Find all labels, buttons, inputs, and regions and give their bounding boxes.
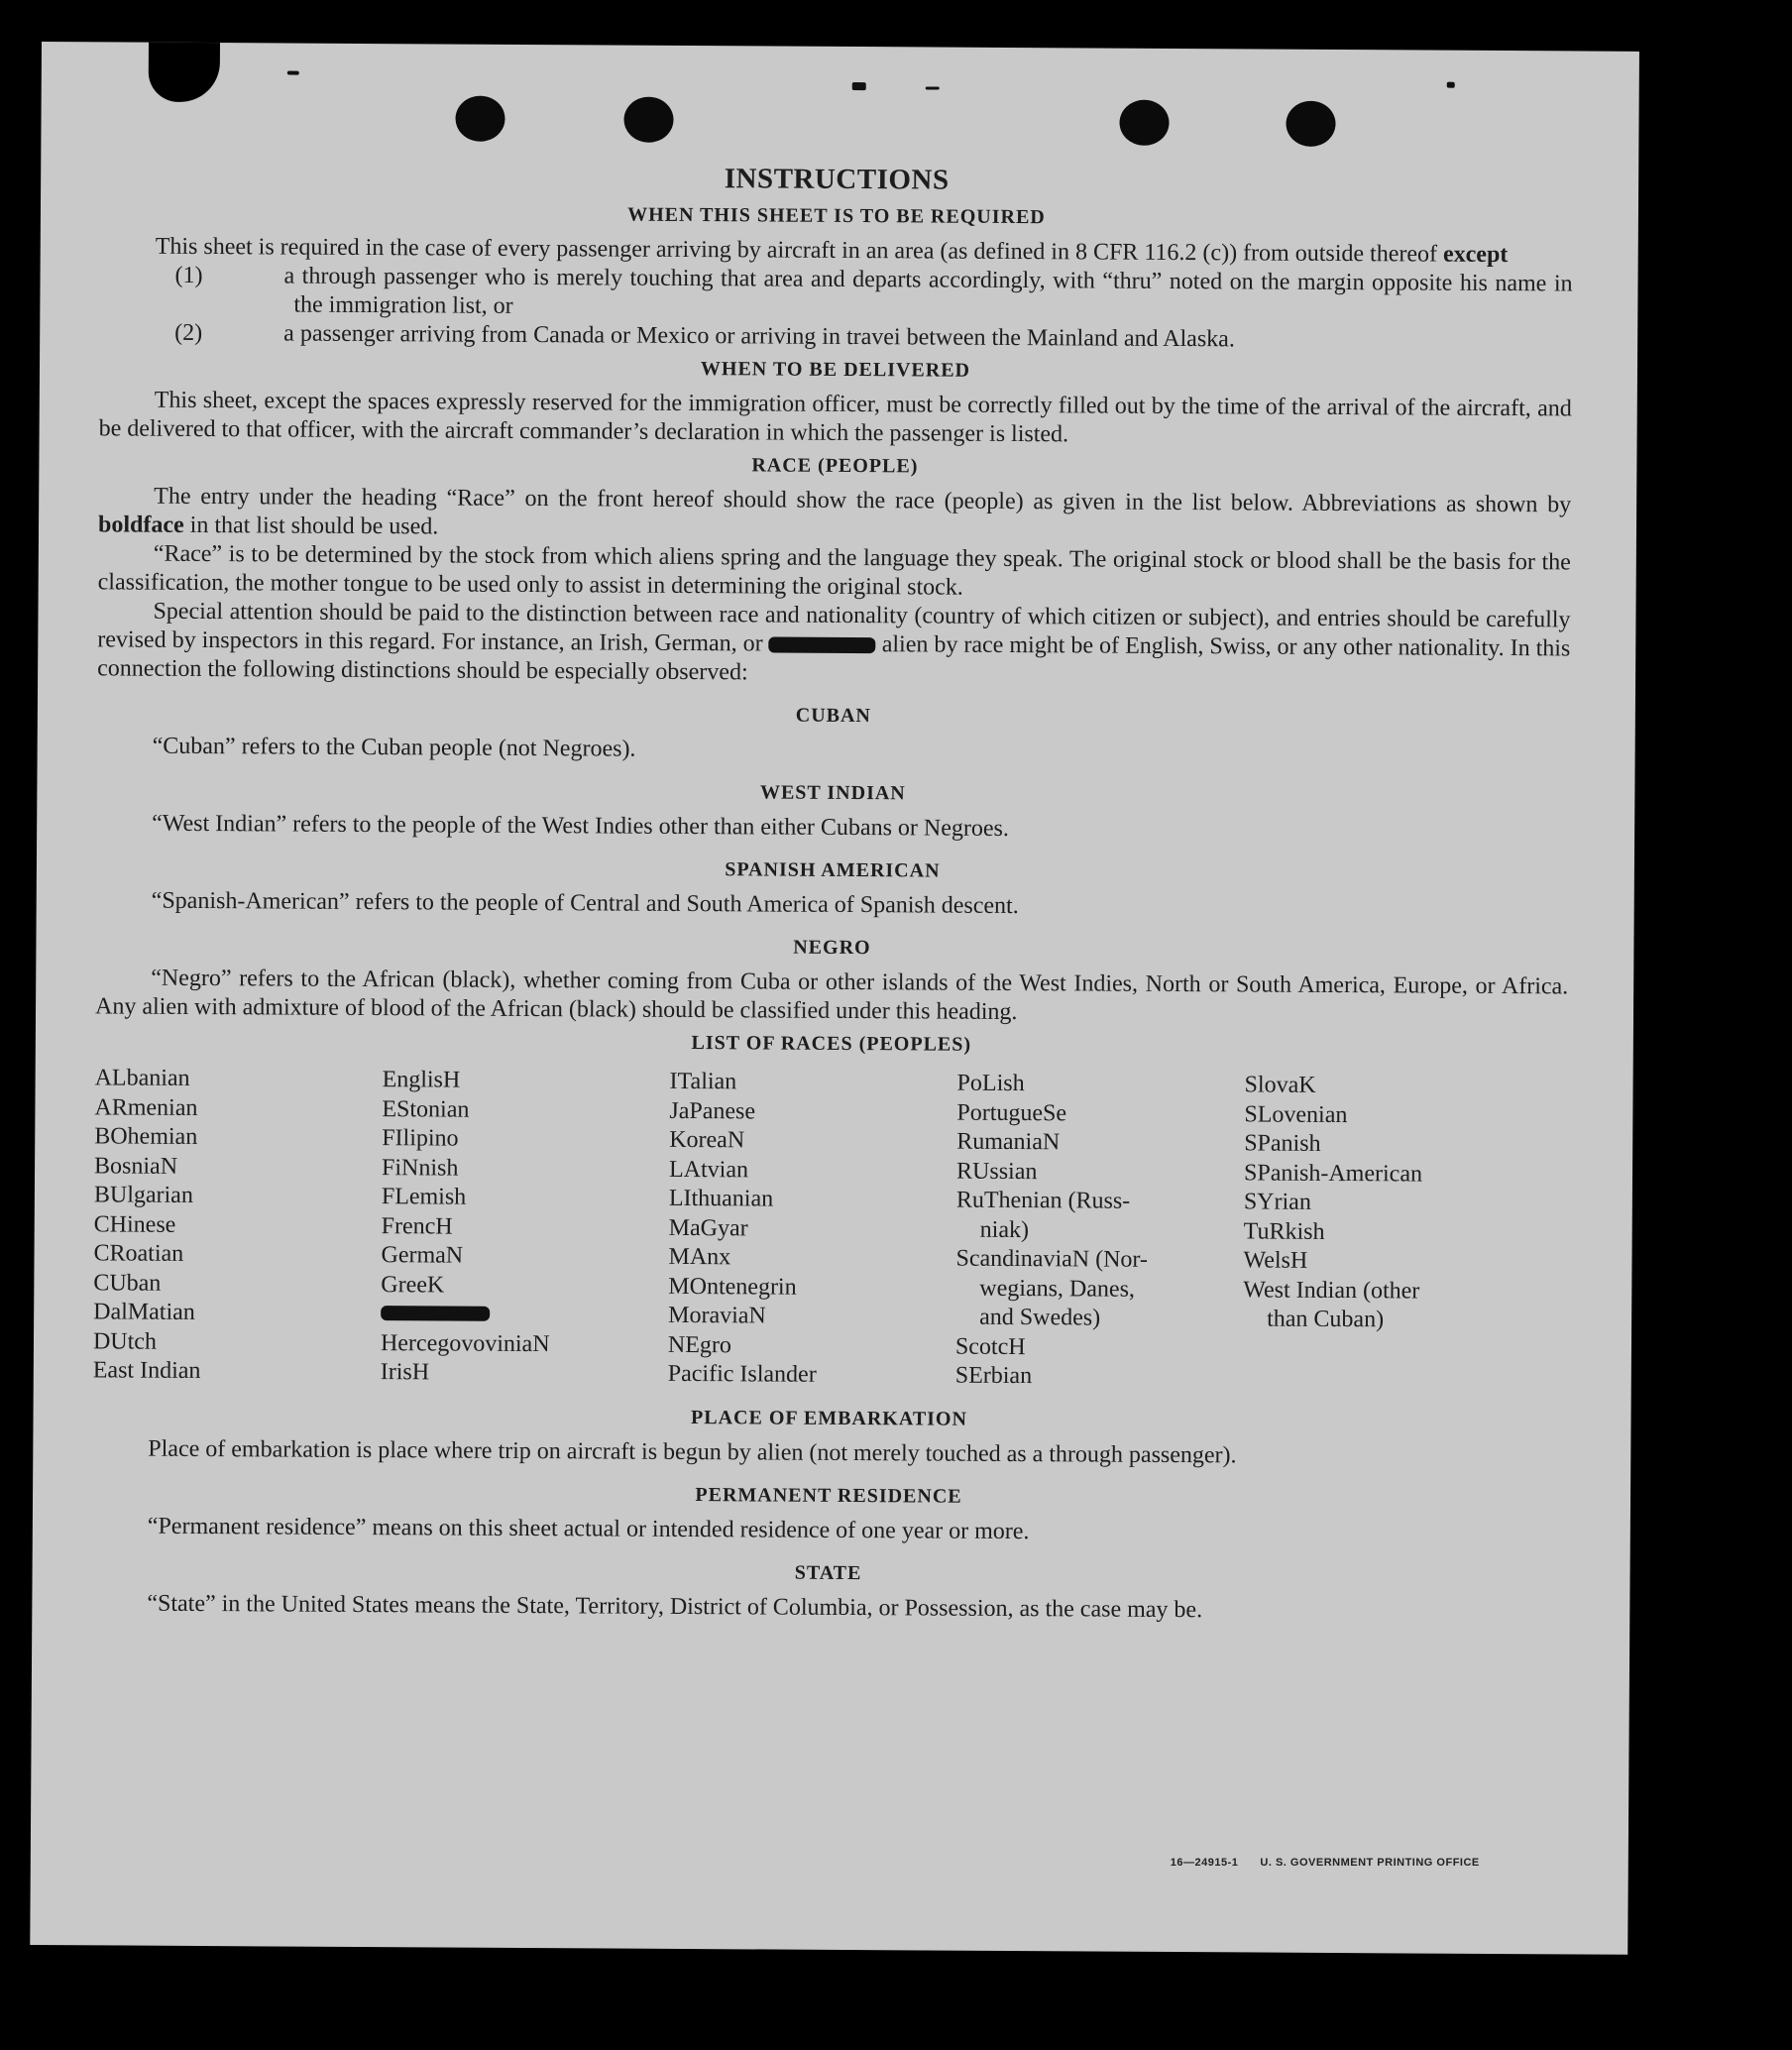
condition-item-2: (2) a passenger arriving from Canada or Mexico or arriving in travei between the Mainland and Alaska. — [174, 319, 1235, 353]
section-title-negro: NEGRO — [793, 936, 871, 960]
document-sheet — [30, 42, 1639, 1955]
delivered-text: This sheet, except the spaces expressly reserved for the immigration officer, must be correctly filled out by the time of the arrival of the aircraft, and be delivered to that officer, with the aircraft commander’s declaration in which the passenger is listed. — [98, 387, 1572, 448]
print-footer — [1171, 1857, 1480, 1869]
race-item: HercegovoviniaN — [380, 1329, 550, 1357]
printer-credit: U. S. GOVERNMENT PRINTING OFFICE — [1260, 1856, 1480, 1869]
section-title-race: RACE (PEOPLE) — [751, 454, 919, 478]
race-item-continuation: wegians, Danes, — [979, 1275, 1136, 1303]
west-indian-text: “West Indian” refers to the people of the West Indies other than either Cubans or Negroes. — [152, 810, 1009, 842]
race-item: West Indian (other — [1243, 1276, 1420, 1305]
race-item: SPanish — [1244, 1130, 1321, 1157]
race-item: ARmenian — [94, 1093, 198, 1121]
punch-hole — [623, 97, 673, 143]
race-item: SLovenian — [1244, 1100, 1348, 1128]
section-title-list-of-races: LIST OF RACES (PEOPLES) — [691, 1032, 972, 1056]
race-item: SPanish-American — [1243, 1159, 1423, 1188]
speck — [1447, 82, 1455, 88]
race-paragraph-1: The entry under the heading “Race” on the front hereof should show the race (people) as given in the list below. Abbreviations as shown by boldface in that list should be used. — [97, 483, 1572, 540]
punch-hole — [455, 96, 504, 142]
race-item: CUban — [93, 1269, 162, 1297]
race-item-continuation: and Swedes) — [979, 1304, 1101, 1331]
residence-text: “Permanent residence” means on this sheet actual or intended residence of one year or more. — [147, 1513, 1030, 1544]
form-number: 16—24915-1 — [1170, 1856, 1239, 1869]
race-item: ITalian — [669, 1068, 737, 1095]
race-paragraph-2: “Race” is to be determined by the stock from which aliens spring and the language they speak. The original stock or blood shall be the basis for the classification, the mother tongue to be used only to assist in determining the original stock. — [97, 540, 1571, 601]
race-item: IrisH — [380, 1359, 430, 1386]
race-item: ScotcH — [954, 1333, 1026, 1360]
races-column-1 — [93, 1064, 383, 1387]
redaction-mark — [381, 1306, 490, 1321]
race-item: RUssian — [955, 1158, 1038, 1185]
race-item: BOhemian — [94, 1123, 198, 1150]
section-title-embarkation: PLACE OF EMBARKATION — [691, 1406, 968, 1430]
race-item: GreeK — [381, 1271, 445, 1299]
race-item: NEgro — [667, 1331, 732, 1358]
races-column-3 — [668, 1068, 957, 1391]
punch-hole — [1286, 101, 1335, 147]
races-column-2 — [381, 1066, 670, 1389]
speck — [852, 82, 866, 90]
race-item-continuation: than Cuban) — [1267, 1306, 1385, 1333]
section-title-cuban: CUBAN — [795, 704, 871, 728]
race-item-continuation: niak) — [979, 1216, 1030, 1243]
race-item: SErbian — [954, 1362, 1033, 1390]
race-item: RuThenian (Russ- — [955, 1187, 1131, 1214]
cuban-text: “Cuban” refers to the Cuban people (not Negroes). — [152, 733, 636, 762]
race-item: JaPanese — [669, 1097, 756, 1124]
required-intro: This sheet is required in the case of every passenger arriving by aircraft in an area (as defined in 8 CFR 116.2 (c)) from outside thereof except — [155, 233, 1509, 269]
section-title-spanish-american: SPANISH AMERICAN — [725, 858, 941, 882]
punch-hole — [1119, 100, 1169, 146]
race-paragraph-3: Special attention should be paid to the distinction between race and nationality (country of which citizen or subject), and entries should be carefully revised by inspectors in this regard. For instance, an Irish, German, or alien by race might be of English, Swiss, or any other nationality. In this connection the following distinctions should be especially observed: — [97, 598, 1571, 686]
races-column-5 — [1243, 1071, 1532, 1394]
race-item: PortugueSe — [956, 1099, 1067, 1126]
page-title: INSTRUCTIONS — [724, 163, 950, 196]
race-item: TuRkish — [1243, 1217, 1325, 1245]
race-item: RumaniaN — [956, 1128, 1061, 1156]
race-item: EnglisH — [382, 1067, 461, 1093]
race-item: MoraviaN — [668, 1302, 766, 1329]
speck — [926, 86, 940, 89]
condition-item-1: (1) a through passenger who is merely touching that area and departs accordingly, with “thru” noted on the margin opposite his name in the immigration list, or — [174, 262, 1573, 319]
redaction-mark — [769, 637, 876, 654]
race-item: SlovaK — [1244, 1072, 1316, 1098]
race-item: BosniaN — [93, 1152, 178, 1180]
race-item: FrencH — [381, 1212, 453, 1240]
race-item: PoLish — [956, 1070, 1025, 1097]
speck — [287, 71, 299, 75]
race-item: KoreaN — [669, 1126, 745, 1154]
race-item: FIlipino — [382, 1125, 459, 1152]
race-item: ALbanian — [94, 1065, 190, 1091]
race-item: LAtvian — [668, 1156, 749, 1183]
negro-text: “Negro” refers to the African (black), whether coming from Cuba or other islands of the West Indies, North or South America, Europe, or Africa. Any alien with admixture of blood of the African (black) should be classified under this heading. — [94, 965, 1569, 1026]
race-item: DalMatian — [93, 1299, 195, 1325]
race-item: ScandinaviaN (Nor- — [955, 1245, 1149, 1273]
spanish-american-text: “Spanish-American” refers to the people of Central and South America of Spanish descent. — [151, 887, 1019, 920]
races-list — [93, 1064, 1568, 1395]
section-title-residence: PERMANENT RESIDENCE — [695, 1483, 962, 1508]
race-item: MaGyar — [668, 1214, 748, 1241]
race-item: Pacific Islander — [667, 1360, 817, 1388]
race-item: BUlgarian — [93, 1182, 193, 1208]
section-title-required: WHEN THIS SHEET IS TO BE REQUIRED — [627, 203, 1046, 229]
race-item: MAnx — [668, 1243, 731, 1271]
race-item-redacted — [381, 1300, 668, 1330]
section-title-state: STATE — [794, 1561, 862, 1584]
race-item: EStonian — [382, 1095, 470, 1123]
race-item: LIthuanian — [668, 1185, 774, 1212]
races-column-4 — [955, 1070, 1245, 1393]
race-item: CRoatian — [93, 1240, 184, 1267]
race-item: East Indian — [92, 1357, 201, 1385]
race-item: DUtch — [92, 1327, 158, 1355]
instructions-body — [91, 161, 1573, 1627]
race-item: MOntenegrin — [668, 1273, 797, 1301]
section-title-delivered: WHEN TO BE DELIVERED — [700, 358, 971, 382]
race-item: SYrian — [1243, 1189, 1311, 1215]
state-text: “State” in the United States means the State, Territory, District of Columbia, or Possession, as the case may be. — [147, 1590, 1203, 1623]
race-item: WelsH — [1243, 1247, 1308, 1274]
torn-corner — [149, 43, 220, 102]
race-item: FiNnish — [381, 1154, 459, 1182]
section-title-west-indian: WEST INDIAN — [759, 781, 906, 805]
race-item: GermaN — [381, 1242, 464, 1269]
race-item: FLemish — [381, 1184, 467, 1210]
race-item: CHinese — [93, 1210, 176, 1238]
embarkation-text: Place of embarkation is place where trip on aircraft is begun by alien (not merely touched as a through passenger). — [148, 1435, 1237, 1468]
